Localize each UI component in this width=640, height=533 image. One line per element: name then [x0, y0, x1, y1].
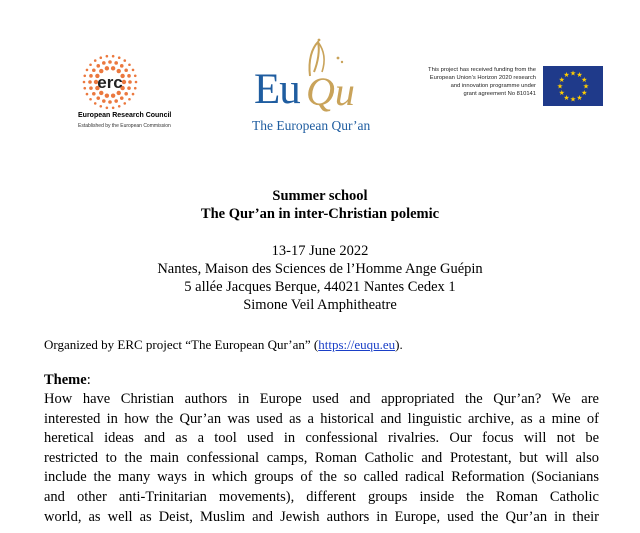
eu-funding-text [405, 66, 536, 98]
euqu-logo [248, 38, 371, 138]
svg-text:★: ★ [563, 93, 570, 102]
svg-text:★: ★ [563, 71, 570, 80]
theme-line: How have Christian authors in Europe used and appropriated the Qur’an? We are [44, 391, 599, 407]
svg-text:★: ★ [581, 76, 588, 84]
erc-logo [60, 46, 180, 136]
theme-line: interested in how the Qur’an was used as a historical and linguistic archive, as a mine of [44, 410, 599, 427]
euqu-website-link[interactable]: https://euqu.eu [318, 337, 396, 352]
eu-funding-line: This project has received funding from the [428, 67, 536, 73]
eu-funding-notice [405, 66, 605, 110]
svg-text:★: ★ [558, 76, 565, 84]
title-line-2: The Qur’an in inter-Christian polemic [200, 206, 440, 222]
theme-line: include the many ways in which groups of the so called radical Reformation (Socianians [44, 469, 599, 486]
erc-mark-text: erc [97, 73, 123, 92]
eu-funding-line: European Union’s Horizon 2020 research [429, 75, 536, 81]
erc-dots-icon [80, 52, 140, 112]
organizer-prefix: Organized by ERC project “The European Qur’an” ( [44, 337, 319, 352]
svg-text:★: ★ [569, 69, 577, 78]
euqu-eu-mark: Eu [254, 66, 300, 113]
svg-text:★: ★ [558, 89, 565, 97]
theme-heading [44, 372, 91, 389]
event-venue: Nantes, Maison des Sciences de l’Homme Ange Guépin [157, 261, 483, 277]
svg-text:★: ★ [576, 71, 583, 80]
theme-line: restricted to the main confessional camps, Roman Catholic and Protestant, but will also [44, 449, 599, 466]
euqu-qu-mark: Qu [306, 69, 355, 114]
svg-text:★: ★ [556, 82, 564, 91]
theme-line: heretical ideas and as a tool used in confessional rivalries. Our focus will not be [44, 430, 599, 447]
eu-funding-line: grant agreement No 810141 [463, 91, 536, 97]
svg-text:★: ★ [576, 93, 583, 102]
euqu-name: The European Qur’an [252, 118, 371, 133]
event-address: 5 allée Jacques Berque, 44021 Nantes Cedex 1 [184, 279, 456, 295]
theme-paragraph [44, 390, 599, 527]
event-dates: 13-17 June 2022 [271, 243, 369, 259]
eu-flag-icon [543, 66, 603, 106]
title-line-1: Summer school [272, 188, 368, 204]
organizer-line [44, 337, 403, 353]
eu-funding-line: and innovation programme under [450, 83, 536, 89]
svg-text:★: ★ [581, 89, 588, 97]
erc-name: European Research Council [78, 112, 172, 119]
svg-text:★: ★ [569, 95, 577, 104]
theme-label: Theme [44, 372, 87, 388]
event-room: Simone Veil Amphitheatre [243, 297, 397, 313]
erc-subtitle: Established by the European Commission [78, 123, 171, 129]
theme-colon: : [86, 372, 91, 388]
organizer-suffix: ). [395, 337, 403, 352]
theme-line: and other anti-Trinitarian movements), different groups inside the Roman Catholic [44, 488, 599, 505]
svg-text:★: ★ [582, 82, 590, 91]
theme-line: world, as well as Deist, Muslim and Jewish authors in Europe, used the Qur’an in their [44, 508, 599, 525]
